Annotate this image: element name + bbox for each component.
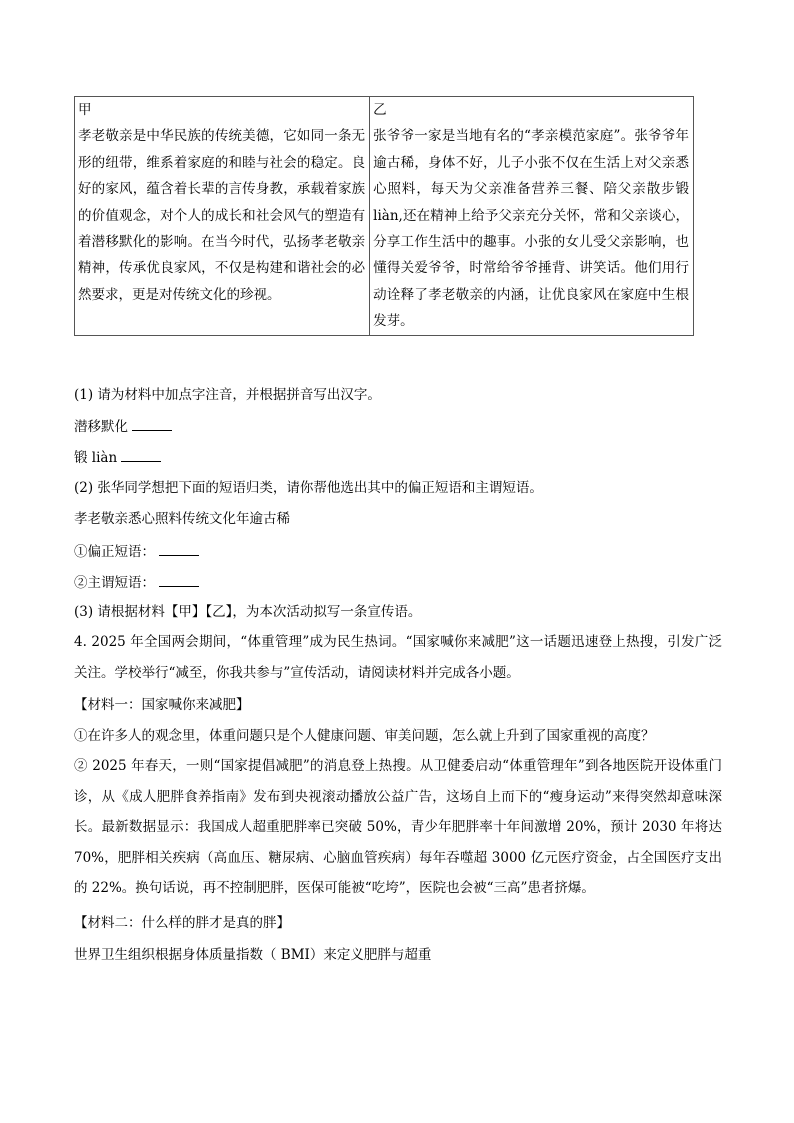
material-cell-yi [370, 97, 694, 336]
question-1b [74, 447, 161, 468]
question-4-intro: 4. 2025 年全国两会期间，“体重管理”成为民生热词。“国家喊你来减肥”这一话题迅速登上热搜，引发广泛关注。学校举行“减至，你我共参与”宣传活动，请阅读材料并完成各小题。 [74, 634, 722, 681]
answer-blank-2a[interactable] [159, 541, 199, 556]
question-1a-term: 潜移默化 [74, 419, 128, 435]
material-yi-heading: 乙 [373, 102, 387, 118]
material-cell-jia [75, 97, 370, 336]
material-1-paragraph-1: ①在许多人的观念里，体重问题只是个人健康问题、审美问题，怎么就上升到了国家重视的高度？ [74, 728, 655, 744]
material-yi-text: 张爷爷一家是当地有名的“孝亲模范家庭”。张爷爷年逾古稀，身体不好，儿子小张不仅在生活上对父亲悉心照料，每天为父亲准备营养三餐、陪父亲散步锻 liàn,还在精神上给予父亲充分关怀，常和父亲谈心，分享工作生活中的趣事。小张的女儿受父亲影响，也懂得关爱爷爷，时常给爷爷捶背、讲笑话。他们用行动诠释了孝老敬亲的内涵，让优良家风在家庭中生根发芽。 [373, 128, 689, 330]
material-2-title: 【材料二：什么样的胖才是真的胖】 [74, 915, 290, 931]
answer-blank-1a[interactable] [132, 416, 172, 431]
answer-blank-1b[interactable] [121, 447, 161, 462]
question-2b [74, 572, 199, 593]
question-2-prompt: (2) 张华同学想把下面的短语归类，请你帮他选出其中的偏正短语和主谓短语。 [74, 480, 543, 496]
question-2b-label: ②主谓短语： [74, 575, 155, 591]
material-2-paragraph-1: 世界卫生组织根据身体质量指数（ BMI）来定义肥胖与超重 [74, 947, 432, 963]
material-jia-heading: 甲 [78, 102, 92, 118]
answer-blank-2b[interactable] [159, 572, 199, 587]
question-2-phrases: 孝老敬亲悉心照料传统文化年逾古稀 [74, 511, 290, 527]
material-jia-text: 孝老敬亲是中华民族的传统美德，它如同一条无形的纽带，维系着家庭的和睦与社会的稳定。良好的家风，蕴含着长辈的言传身教，承载着家族的价值观念，对个人的成长和社会风气的塑造有着潜移默化的影响。在当今时代，弘扬孝老敬亲精神，传承优良家风，不仅是构建和谐社会的必然要求，更是对传统文化的珍视。 [78, 128, 366, 303]
question-2a [74, 541, 199, 562]
material-1-title: 【材料一：国家喊你来减肥】 [74, 697, 250, 713]
question-1-prompt: (1) 请为材料中加点字注音，并根据拼音写出汉字。 [74, 387, 381, 403]
question-3-prompt: (3) 请根据材料【甲】【乙】，为本次活动拟写一条宣传语。 [74, 604, 422, 620]
question-2a-label: ①偏正短语： [74, 544, 155, 560]
question-1b-term: 锻 liàn [74, 450, 118, 466]
question-1a [74, 416, 172, 437]
material-1-paragraph-2: ② 2025 年春天，一则“国家提倡减肥”的消息登上热搜。从卫健委启动“体重管理年”到各地医院开设体重门诊，从《成人肥胖食养指南》发布到央视滚动播放公益广告，这场自上而下的“瘦身运动”来得突然却意味深长。最新数据显示：我国成人超重肥胖率已突破 50%，青少年肥胖率十年间激增 20%，预计 2030 年将达 70%，肥胖相关疾病（高血压、糖尿病、心脑血管疾病）每年吞噬超 3000 亿元医疗资金，占全国医疗支出的 22%。换句话说，再不控制肥胖，医保可能被“吃垮”，医院也会被“三高”患者挤爆。 [74, 758, 722, 897]
material-table [74, 96, 694, 336]
